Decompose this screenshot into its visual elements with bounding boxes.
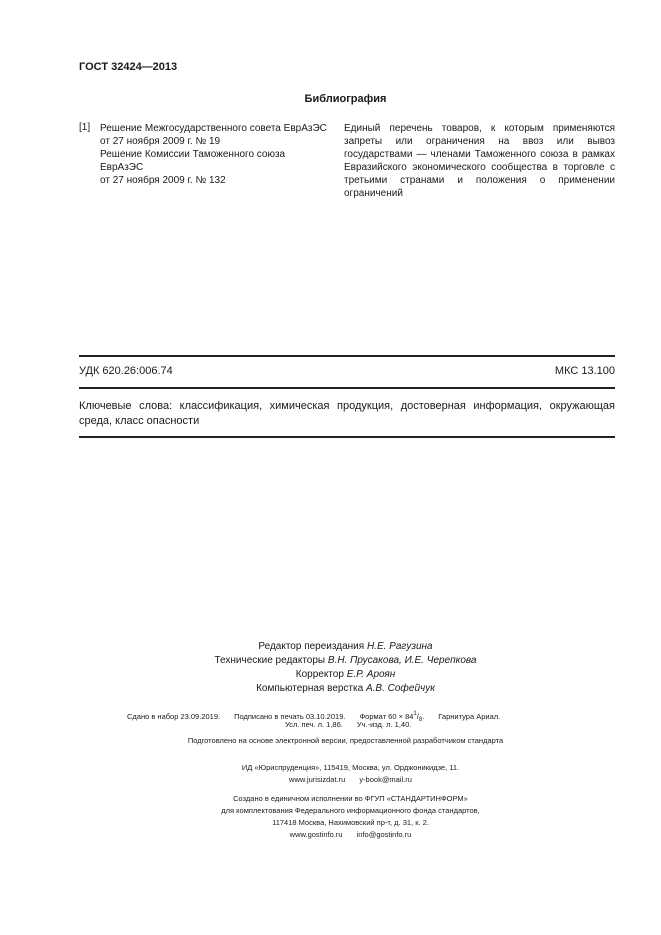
reference-source-line: Решение Комиссии Таможенного союза ЕврАзЭС: [100, 149, 286, 173]
publisher-site-link[interactable]: www.jurisizdat.ru: [289, 775, 346, 784]
imprint-print-sheets: Усл. печ. л. 1,86.: [285, 720, 343, 729]
publisher-contacts: [40, 774, 661, 786]
keywords: Ключевые слова: классификация, химическая продукция, достоверная информация, окружающая среда, класс опасности: [79, 400, 615, 427]
printer-contacts: [40, 829, 661, 841]
printer-line: 117418 Москва, Нахимовский пр-т, д. 31, к. 2.: [272, 818, 429, 827]
printer-block: [0, 793, 661, 841]
reference-number: [1]: [79, 122, 91, 133]
imprint-signed: Подписано в печать 03.10.2019.: [234, 712, 346, 721]
imprint-typeface: Гарнитура Ариал.: [438, 712, 501, 721]
imprint-prepared: Подготовлено на основе электронной версии, предоставленной разработчиком стандарта: [187, 736, 504, 745]
publisher-email-link[interactable]: y-book@mail.ru: [359, 775, 412, 784]
credit-editor: Редактор переиздания Н.Е. Рагузина: [258, 641, 433, 652]
printer-line: Создано в единичном исполнении во ФГУП «СТАНДАРТИНФОРМ»: [233, 794, 468, 803]
bibliography-title: Библиография: [304, 93, 387, 105]
udk-code: УДК 620.26:006.74: [79, 365, 173, 377]
printer-line: для комплектования Федерального информационного фонда стандартов,: [221, 806, 480, 815]
printer-site-link[interactable]: www.gostinfo.ru: [289, 830, 343, 839]
imprint-row-2: [285, 719, 485, 731]
publisher-block: [0, 762, 661, 786]
divider-bottom: [79, 436, 615, 438]
divider-middle: [79, 387, 615, 389]
credit-tech-editors: Технические редакторы В.Н. Прусакова, И.Е. Черепкова: [214, 655, 477, 666]
reference-source: [100, 122, 330, 187]
imprint-format: Формат $60 \times 84^1/_8$.: [359, 711, 425, 723]
credits-block: [0, 640, 661, 696]
publisher-address: ИД «Юриспруденция», 115419, Москва, ул. Орджоникидзе, 11.: [241, 763, 460, 772]
reference-source-line: от 27 ноября 2009 г. № 132: [100, 175, 226, 186]
imprint-typeset: Сдано в набор 23.09.2019.: [127, 712, 221, 721]
divider-top: [79, 355, 615, 357]
printer-email-link[interactable]: info@gostinfo.ru: [356, 830, 412, 839]
reference-description: Единый перечень товаров, к которым применяются запреты или ограничения на ввоз или вывоз государствами — членами Таможенного союза в рамках Евразийского экономического сообщества в торговле с третьими странами и положения о применении ограничений: [344, 123, 615, 199]
credit-layout: Компьютерная верстка А.В. Софейчук: [256, 683, 435, 694]
reference-source-line: от 27 ноября 2009 г. № 19: [100, 136, 221, 147]
reference-source-line: Решение Межгосударственного совета ЕврАзЭС: [100, 123, 327, 134]
credit-corrector: Корректор Е.Р. Ароян: [295, 669, 396, 680]
mks-code: МКС 13.100: [554, 365, 615, 377]
document-code: ГОСТ 32424—2013: [79, 61, 178, 73]
imprint-pub-sheets: Уч.-изд. л. 1,40.: [356, 720, 412, 729]
